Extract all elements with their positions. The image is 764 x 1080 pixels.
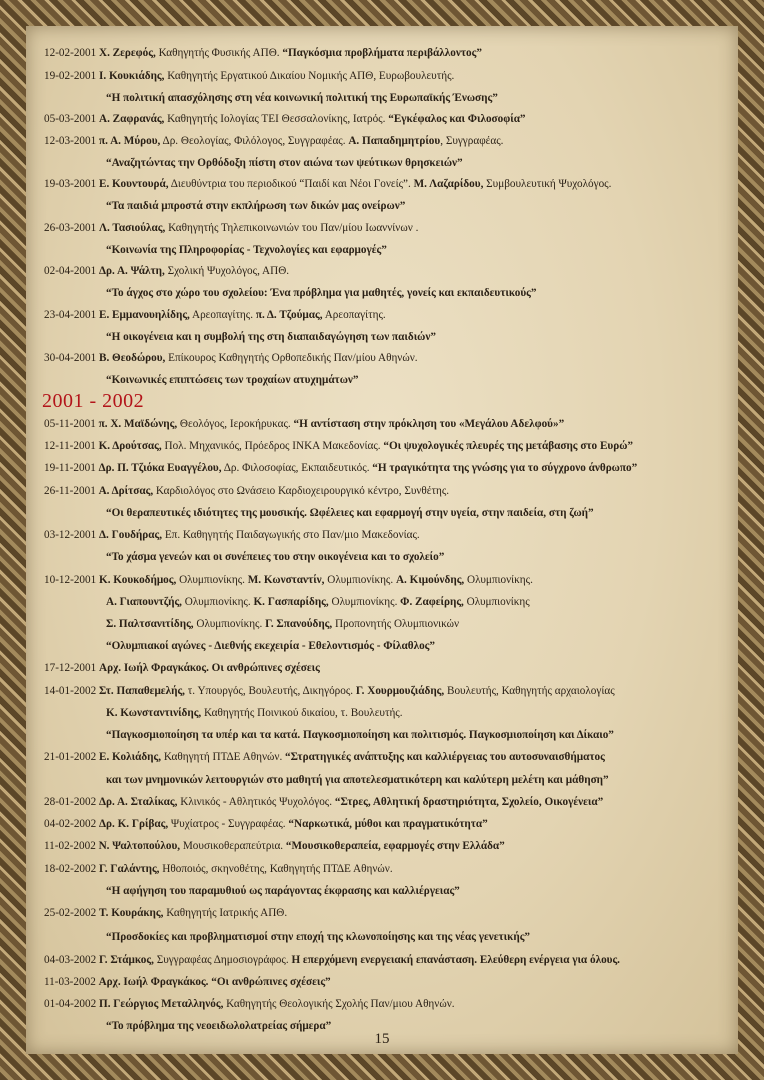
bold-text: “Η αντίσταση στην πρόκληση του «Μεγάλου Αδελφού»” xyxy=(293,418,565,430)
text: Καθηγητή ΠΤΔΕ Αθηνών. xyxy=(161,751,286,763)
bold-text: Φ. Ζαφείρης, xyxy=(400,596,464,608)
text: Σχολική Ψυχολόγος, ΑΠΘ. xyxy=(164,265,290,277)
entry-continuation-line xyxy=(106,91,498,105)
bold-text: Χ. Ζερεφός, xyxy=(99,47,156,59)
entry-line xyxy=(44,528,420,542)
bold-text: και των μνημονικών λειτουργιών στο μαθητή για αποτελεσματικότερη και καλύτερη μελέτη και μάθηση” xyxy=(106,774,609,786)
bold-text: “Στρες, Αθλητική δραστηριότητα, Σχολείο, Οικογένεια” xyxy=(334,796,604,808)
bold-text: π. Δ. Τζούμας, xyxy=(255,309,323,321)
bold-text: Σ. Παλτσανιτίδης, xyxy=(106,618,194,630)
text: Ολυμπιονίκης. xyxy=(193,618,266,630)
bold-text: Β. Θεοδώρου, xyxy=(99,352,166,364)
text: 19-11-2001 xyxy=(44,462,99,474)
bold-text: π. Α. Μύρου, xyxy=(99,135,161,147)
text: Προπονητής Ολυμπιονικών xyxy=(332,618,460,630)
text: Καθηγητής Ιατρικής ΑΠΘ. xyxy=(163,907,288,919)
entry-continuation-line xyxy=(106,330,436,344)
text: Αρεοπαγίτης. xyxy=(189,309,256,321)
text: Συγγραφέας Δημοσιογράφος. xyxy=(153,954,292,966)
entry-line xyxy=(44,817,488,831)
bold-text: Δρ. Α. Ψάλτη, xyxy=(99,265,165,277)
text: 11-02-2002 xyxy=(44,840,99,852)
bold-text: Η επερχόμενη ενεργειακή επανάσταση. Ελεύθερη ενέργεια για όλους. xyxy=(291,954,620,966)
bold-text: “Παγκοσμιοποίηση τα υπέρ και τα κατά. Παγκοσμιοποίηση και πολιτισμός. Παγκοσμιοποίηση και Δίκαιο” xyxy=(106,729,614,741)
entry-line xyxy=(44,975,331,989)
text: 23-04-2001 xyxy=(44,309,99,321)
entry-line xyxy=(44,684,615,698)
bold-text: “Οι θεραπευτικές ιδιότητες της μουσικής. Ωφέλειες και εφαρμογή στην υγεία, στην παιδεία, στη ζωή” xyxy=(106,507,594,519)
bold-text: “Το χάσμα γενεών και οι συνέπειες του στην οικογένεια και το σχολείο” xyxy=(106,551,445,563)
bold-text: Α. Γιαπουντζής, xyxy=(106,596,182,608)
entry-line xyxy=(44,221,418,235)
entry-line xyxy=(44,69,454,83)
text: Δρ. Θεολογίας, Φιλόλογος, Συγγραφέας. xyxy=(160,135,349,147)
bold-text: Τ. Κουράκης, xyxy=(99,907,164,919)
entry-continuation-line xyxy=(106,156,463,170)
text: Καρδιολόγος στο Ωνάσειο Καρδιοχειρουργικό κέντρο, Συνθέτης. xyxy=(153,485,450,497)
bold-text: Κ. Κωνσταντινίδης, xyxy=(106,707,202,719)
text: Ολυμπιονίκης xyxy=(463,596,530,608)
entry-line xyxy=(44,461,637,475)
entry-line xyxy=(44,308,386,322)
text: Μουσικοθεραπεύτρια. xyxy=(180,840,286,852)
entry-line xyxy=(44,795,603,809)
bold-text: “Η τραγικότητα της γνώσης για το σύγχρονο άνθρωπο” xyxy=(372,462,638,474)
text: Καθηγητής Θεολογικής Σχολής Παν/μιου Αθηνών. xyxy=(223,998,455,1010)
text: Ολυμπιονίκης. xyxy=(328,596,401,608)
text: Ολυμπιονίκης. xyxy=(181,596,254,608)
entry-line xyxy=(44,134,503,148)
entry-continuation-line xyxy=(106,286,536,300)
entry-line xyxy=(44,906,287,920)
entry-line xyxy=(44,953,620,967)
text: Συμβουλευτική Ψυχολόγος. xyxy=(483,178,612,190)
entry-line xyxy=(44,112,526,126)
bold-text: Γ. Στάμκος, xyxy=(99,954,154,966)
text: 04-03-2002 xyxy=(44,954,99,966)
bold-text: “Προσδοκίες και προβληματισμοί στην εποχή της κλωνοποίησης και της νέας γενετικής” xyxy=(106,931,531,943)
bold-text: “Ναρκωτικά, μύθοι και πραγματικότητα” xyxy=(288,818,488,830)
bold-text: Δρ. Α. Σταλίκας, xyxy=(99,796,178,808)
bold-text: “Η οικογένεια και η συμβολή της στη διαπαιδαγώγηση των παιδιών” xyxy=(106,331,436,343)
entry-line xyxy=(44,839,505,853)
bold-text: Ε. Κουντουρά, xyxy=(99,178,169,190)
bold-text: Ι. Κουκιάδης, xyxy=(99,70,165,82)
bold-text: “Το πρόβλημα της νεοειδωλολατρείας σήμερα” xyxy=(106,1020,332,1032)
text: 12-03-2001 xyxy=(44,135,99,147)
text: Καθηγητής Τηλεπικοινωνιών του Παν/μίου Ιωαννίνων . xyxy=(165,222,419,234)
bold-text: Π. Γεώργιος Μεταλληνός, xyxy=(99,998,224,1010)
text: Ολυμπιονίκης. xyxy=(176,574,248,586)
text: 14-01-2002 xyxy=(44,685,99,697)
text: 05-03-2001 xyxy=(44,113,99,125)
entry-continuation-line xyxy=(106,595,530,609)
text: 01-04-2002 xyxy=(44,998,99,1010)
bold-text: Μ. Λαζαρίδου, xyxy=(413,178,484,190)
text: Ψυχίατρος - Συγγραφέας. xyxy=(168,818,289,830)
text: 25-02-2002 xyxy=(44,907,99,919)
entry-continuation-line xyxy=(106,706,403,720)
bold-text: Ν. Ψαλτοπούλου, xyxy=(98,840,181,852)
entry-line xyxy=(44,997,455,1011)
bold-text: “Κοινωνία της Πληροφορίας - Τεχνολογίες και εφαρμογές” xyxy=(106,244,387,256)
text: 30-04-2001 xyxy=(44,352,99,364)
text: 12-11-2001 xyxy=(44,440,99,452)
year-heading: 2001 - 2002 xyxy=(42,390,145,412)
entry-line xyxy=(44,264,289,278)
entry-line xyxy=(44,661,320,675)
entry-line xyxy=(44,177,611,191)
bold-text: Δ. Γουδήρας, xyxy=(99,529,163,541)
text: 04-02-2002 xyxy=(44,818,99,830)
entry-line xyxy=(44,417,564,431)
text: Ολυμπιονίκης. xyxy=(464,574,533,586)
bold-text: “Η πολιτική απασχόλησης στη νέα κοινωνική πολιτική της Ευρωπαϊκής Ένωσης” xyxy=(106,92,498,104)
bold-text: Ε. Κολιάδης, xyxy=(99,751,162,763)
bold-text: “Αναζητώντας την Ορθόδοξη πίστη στον αιώνα των ψεύτικων θρησκειών” xyxy=(106,157,463,169)
entry-continuation-line xyxy=(106,243,387,257)
entry-continuation-line xyxy=(106,617,459,631)
text: Δρ. Φιλοσοφίας, Εκπαιδευτικός. xyxy=(221,462,373,474)
text: Καθηγητής Φυσικής ΑΠΘ. xyxy=(155,47,283,59)
bold-text: Λ. Τασιούλας, xyxy=(99,222,166,234)
bold-text: “Παγκόσμια προβλήματα περιβάλλοντος” xyxy=(282,47,482,59)
bold-text: “Κοινωνικές επιπτώσεις των τροχαίων ατυχημάτων” xyxy=(106,374,359,386)
text: 28-01-2002 xyxy=(44,796,99,808)
text: Καθηγητής Ιολογίας ΤΕΙ Θεσσαλονίκης, Ιατρός. xyxy=(164,113,389,125)
entry-continuation-line xyxy=(106,930,530,944)
bold-text: “Ολυμπιακοί αγώνες - Διεθνής εκεχειρία - Εθελοντισμός - Φίλαθλος” xyxy=(106,640,435,652)
entry-line xyxy=(44,439,633,453)
text: Επίκουρος Καθηγητής Ορθοπεδικής Παν/μίου Αθηνών. xyxy=(165,352,418,364)
text: 17-12-2001 xyxy=(44,662,99,674)
bold-text: Μ. Κωνσταντίν, xyxy=(247,574,325,586)
bold-text: Αρχ. Ιωήλ Φραγκάκος. xyxy=(98,976,209,988)
text: 10-12-2001 xyxy=(44,574,99,586)
bold-text: “Οι ψυχολογικές πλευρές της μετάβασης στο Ευρώ” xyxy=(383,440,633,452)
bold-text: “Τα παιδιά μπροστά στην εκπλήρωση των δικών μας ονείρων” xyxy=(106,200,406,212)
text: Διευθύντρια του περιοδικού “Παιδί και Νέοι Γονείς”. xyxy=(168,178,414,190)
entry-continuation-line xyxy=(106,728,614,742)
bold-text: Δρ. Κ. Γρίβας, xyxy=(99,818,169,830)
text: 19-02-2001 xyxy=(44,70,99,82)
bold-text: Α. Παπαδημητρίου xyxy=(348,135,441,147)
text: 11-03-2002 xyxy=(44,976,99,988)
text: 26-11-2001 xyxy=(44,485,99,497)
entry-continuation-line xyxy=(106,773,609,787)
bold-text: “Στρατηγικές ανάπτυξης και καλλιέργειας του αυτοσυναισθήματος xyxy=(285,751,605,763)
text: Θεολόγος, Ιεροκήρυκας. xyxy=(177,418,294,430)
bold-text: Αρχ. Ιωήλ Φραγκάκος. Οι ανθρώπινες σχέσεις xyxy=(99,662,320,674)
text: 21-01-2002 xyxy=(44,751,99,763)
text: 12-02-2001 xyxy=(44,47,99,59)
bold-text: Κ. Δρούτσας, xyxy=(98,440,162,452)
entry-continuation-line xyxy=(106,884,460,898)
bold-text: Κ. Κουκοδήμος, xyxy=(99,574,177,586)
text: Βουλευτής, Καθηγητής αρχαιολογίας xyxy=(444,685,615,697)
text: , Συγγραφέας. xyxy=(440,135,504,147)
text: Κλινικός - Αθλητικός Ψυχολόγος. xyxy=(177,796,335,808)
bold-text: Στ. Παπαθεμελής, xyxy=(99,685,185,697)
text: 18-02-2002 xyxy=(44,863,99,875)
text: 26-03-2001 xyxy=(44,222,99,234)
text: Καθηγητής Ποινικού δικαίου, τ. Βουλευτής. xyxy=(201,707,403,719)
bold-text: Ε. Εμμανουηλίδης, xyxy=(99,309,190,321)
page-number: 15 xyxy=(374,1031,390,1047)
bold-text: Α. Ζαφρανάς, xyxy=(99,113,165,125)
bold-text: Δρ. Π. Τζιόκα Ευαγγέλου, xyxy=(98,462,222,474)
bold-text: “Το άγχος στο χώρο του σχολείου: Ένα πρόβλημα για μαθητές, γονείς και εκπαιδευτικούς” xyxy=(106,287,537,299)
entry-line xyxy=(44,862,393,876)
bold-text: “Οι ανθρώπινες σχέσεις” xyxy=(211,976,331,988)
text: 19-03-2001 xyxy=(44,178,99,190)
text: Ολυμπιονίκης. xyxy=(324,574,396,586)
text: Ηθοποιός, σκηνοθέτης, Καθηγητής ΠΤΔΕ Αθηνών. xyxy=(159,863,393,875)
bold-text: Α. Δρίτσας, xyxy=(98,485,154,497)
entry-line xyxy=(44,351,418,365)
text: 05-11-2001 xyxy=(44,418,99,430)
text: Επ. Καθηγητής Παιδαγωγικής στο Παν/μιο Μακεδονίας. xyxy=(162,529,420,541)
bold-text: Κ. Γασπαρίδης, xyxy=(253,596,329,608)
bold-text: Α. Κιμούνδης, xyxy=(395,574,465,586)
bold-text: π. Χ. Μαϊδώνης, xyxy=(98,418,178,430)
entry-continuation-line xyxy=(106,506,594,520)
text: τ. Υπουργός, Βουλευτής, Δικηγόρος. xyxy=(184,685,356,697)
bold-text: “Εγκέφαλος και Φιλοσοφία” xyxy=(388,113,526,125)
bold-text: “Μουσικοθεραπεία, εφαρμογές στην Ελλάδα” xyxy=(285,840,505,852)
text: 02-04-2001 xyxy=(44,265,99,277)
bold-text: Γ. Σπανούδης, xyxy=(265,618,333,630)
entry-continuation-line xyxy=(106,199,405,213)
text: Πολ. Μηχανικός, Πρόεδρος ΙΝΚΑ Μακεδονίας. xyxy=(161,440,384,452)
bold-text: Γ. Γαλάντης, xyxy=(99,863,160,875)
bold-text: Γ. Χουρμουζιάδης, xyxy=(355,685,445,697)
entry-continuation-line xyxy=(106,550,444,564)
entry-line xyxy=(44,46,482,60)
entry-line xyxy=(44,750,605,764)
entry-line xyxy=(44,484,449,498)
text: 03-12-2001 xyxy=(44,529,99,541)
entry-continuation-line xyxy=(106,639,435,653)
text: Καθηγητής Εργατικού Δικαίου Νομικής ΑΠΘ, Ευρωβουλευτής. xyxy=(164,70,455,82)
entry-line xyxy=(44,573,533,587)
entry-continuation-line xyxy=(106,373,359,387)
text: Αρεοπαγίτης. xyxy=(322,309,386,321)
bold-text: “Η αφήγηση του παραμυθιού ως παράγοντας έκφρασης και καλλιέργειας” xyxy=(106,885,460,897)
